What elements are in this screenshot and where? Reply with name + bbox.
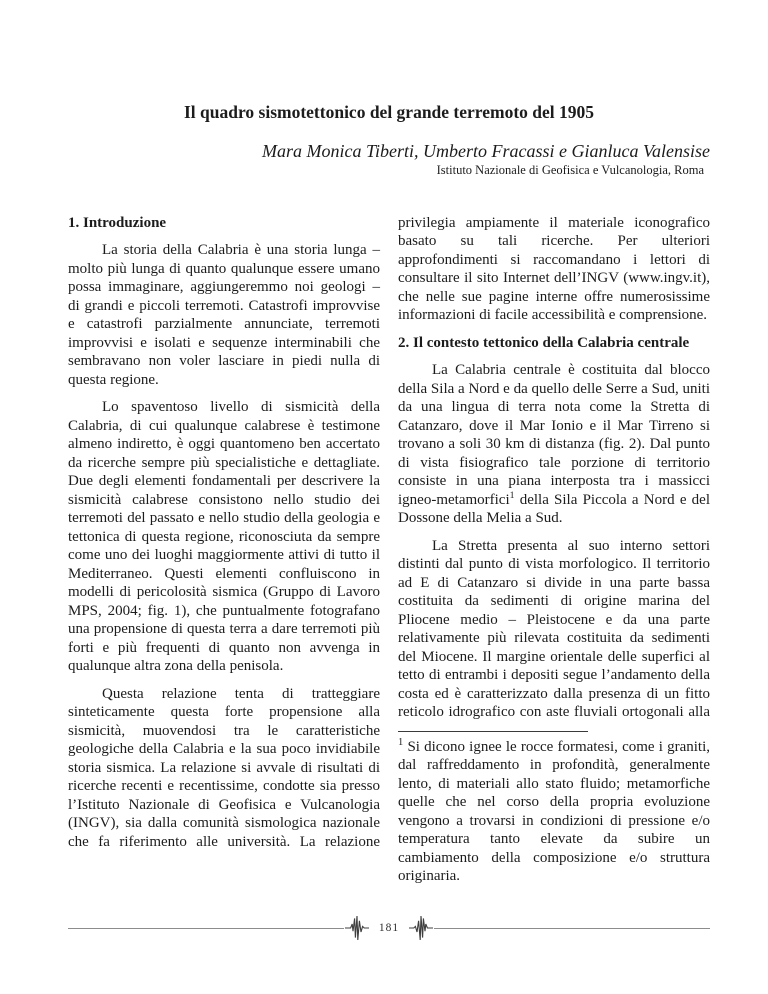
- footnote-text: Si dicono ignee le rocce formatesi, come i graniti, dal raffreddamento in profondità, generalmente lento, di materiali allo stato fluido; metamorfiche quelle che nel corso della propria evoluzione vengono a trovarsi in condizioni di pressione e/o temperatura tanto elevate da subire un cambiamento della composizione e/o struttura originaria.: [398, 738, 710, 885]
- two-column-body: [68, 214, 710, 934]
- footnote-reference: 1: [509, 489, 515, 501]
- paragraph: privilegia ampiamente il materiale iconografico basato su tali ricerche. Per ulteriori approfondimenti si raccomandano i lettori di consultare il sito Internet dell’INGV (www.ingv.it), che nelle sue pagine interne offre numerosissime informazioni di facile accessibilità e comprensione.: [398, 214, 710, 324]
- footer-rule-right: [434, 928, 710, 929]
- seismogram-icon: [409, 911, 433, 945]
- paragraph: La storia della Calabria è una storia lunga – molto più lunga di quanto qualunque essere umano possa immaginare, aggiungeremmo noi geologi – di grandi e piccoli terremoti. Catastrofi improvvise e catastrofi parzialmente annunciate, terremoti improvvisi e isolati e sequenze interminabili che sembravano non voler lasciare in piedi nulla di questa regione.: [68, 242, 380, 388]
- paragraph: [398, 361, 710, 528]
- paragraph: La Stretta presenta al suo interno settori distinti dal punto di vista morfologico. Il territorio ad E di Catanzaro si divide in una parte bassa costituita da sedimenti di origine marina del Pliocene medio – Pleistocene e da una parte relativamente più rilevata costituita da sedimenti del Miocene. Il margine orientale delle superfici al tetto di entrambi i depositi segue l’andamento della costa ed è caratterizzato dalla presenza di un fitto reticolo idrografico con aste fluviali ortogonali alla: [398, 537, 710, 721]
- paper-title: Il quadro sismotettonico del grande terremoto del 1905: [183, 102, 595, 122]
- paragraph-text: della Sila Piccola a Nord e del Dossone della Melia a Sud.: [398, 491, 710, 527]
- footnote: [398, 738, 710, 886]
- page-footer: [68, 916, 710, 940]
- seismogram-icon: [345, 911, 369, 945]
- paper-authors: Mara Monica Tiberti, Umberto Fracassi e Gianluca Valensise: [262, 140, 710, 161]
- paper-affiliation: Istituto Nazionale di Geofisica e Vulcanologia, Roma: [436, 162, 704, 177]
- left-column: [68, 214, 380, 934]
- section-1-heading: 1. Introduzione: [68, 214, 167, 231]
- right-column: [398, 214, 710, 934]
- paragraph: Lo spaventoso livello di sismicità della Calabria, di cui qualunque calabrese è testimone almeno indiretto, è oggi quantomeno ben accertato da ricerche sempre più specialistiche e dettagliate. Due degli elementi fondamentali per descrivere la sismicità calabrese consistono nello studio dei terremoti del passato e nello studio della geologia e tettonica di questa regione, riconosciuta da sempre come uno dei luoghi maggiormente attivi di tutto il Mediterraneo. Questi elementi confluiscono in modelli di pericolosità sismica (Gruppo di Lavoro MPS, 2004; fig. 1), che puntualmente fotografano una propensione di questa terra a dare terremoti più forti e più frequenti di quanto non avvenga in qualunque altra zona della penisola.: [68, 399, 380, 675]
- paragraph: Questa relazione tenta di tratteggiare sinteticamente questa forte propensione alla sismicità, muovendosi tra le caratteristiche geologiche della Calabria e la sua poco invidiabile storia sismica. La relazione si avvale di risultati di ricerche recenti e recentissime, condotte sia presso l’Istituto Nazionale di Geofisica e Vulcanologia (INGV), sia dalla comunità sismologica nazionale che fa riferimento alle università. La relazione: [68, 685, 380, 850]
- page-number: 181: [378, 922, 400, 934]
- footer-rule-left: [68, 928, 344, 929]
- footnote-marker: 1: [398, 736, 404, 748]
- section-2-heading: 2. Il contesto tettonico della Calabria centrale: [398, 334, 690, 351]
- footnote-separator: [398, 731, 588, 732]
- paragraph-text: La Calabria centrale è costituita dal blocco della Sila a Nord e da quello delle Serre a Sud, uniti da una lingua di terra nota come la Stretta di Catanzaro, dove il Mar Ionio e il Mar Tirreno si trovano a soli 30 km di distanza (fig. 2). Dal punto di vista fisiografico tale porzione di territorio consiste in una piana interposta tra i massicci igneo-metamorfici: [398, 362, 710, 508]
